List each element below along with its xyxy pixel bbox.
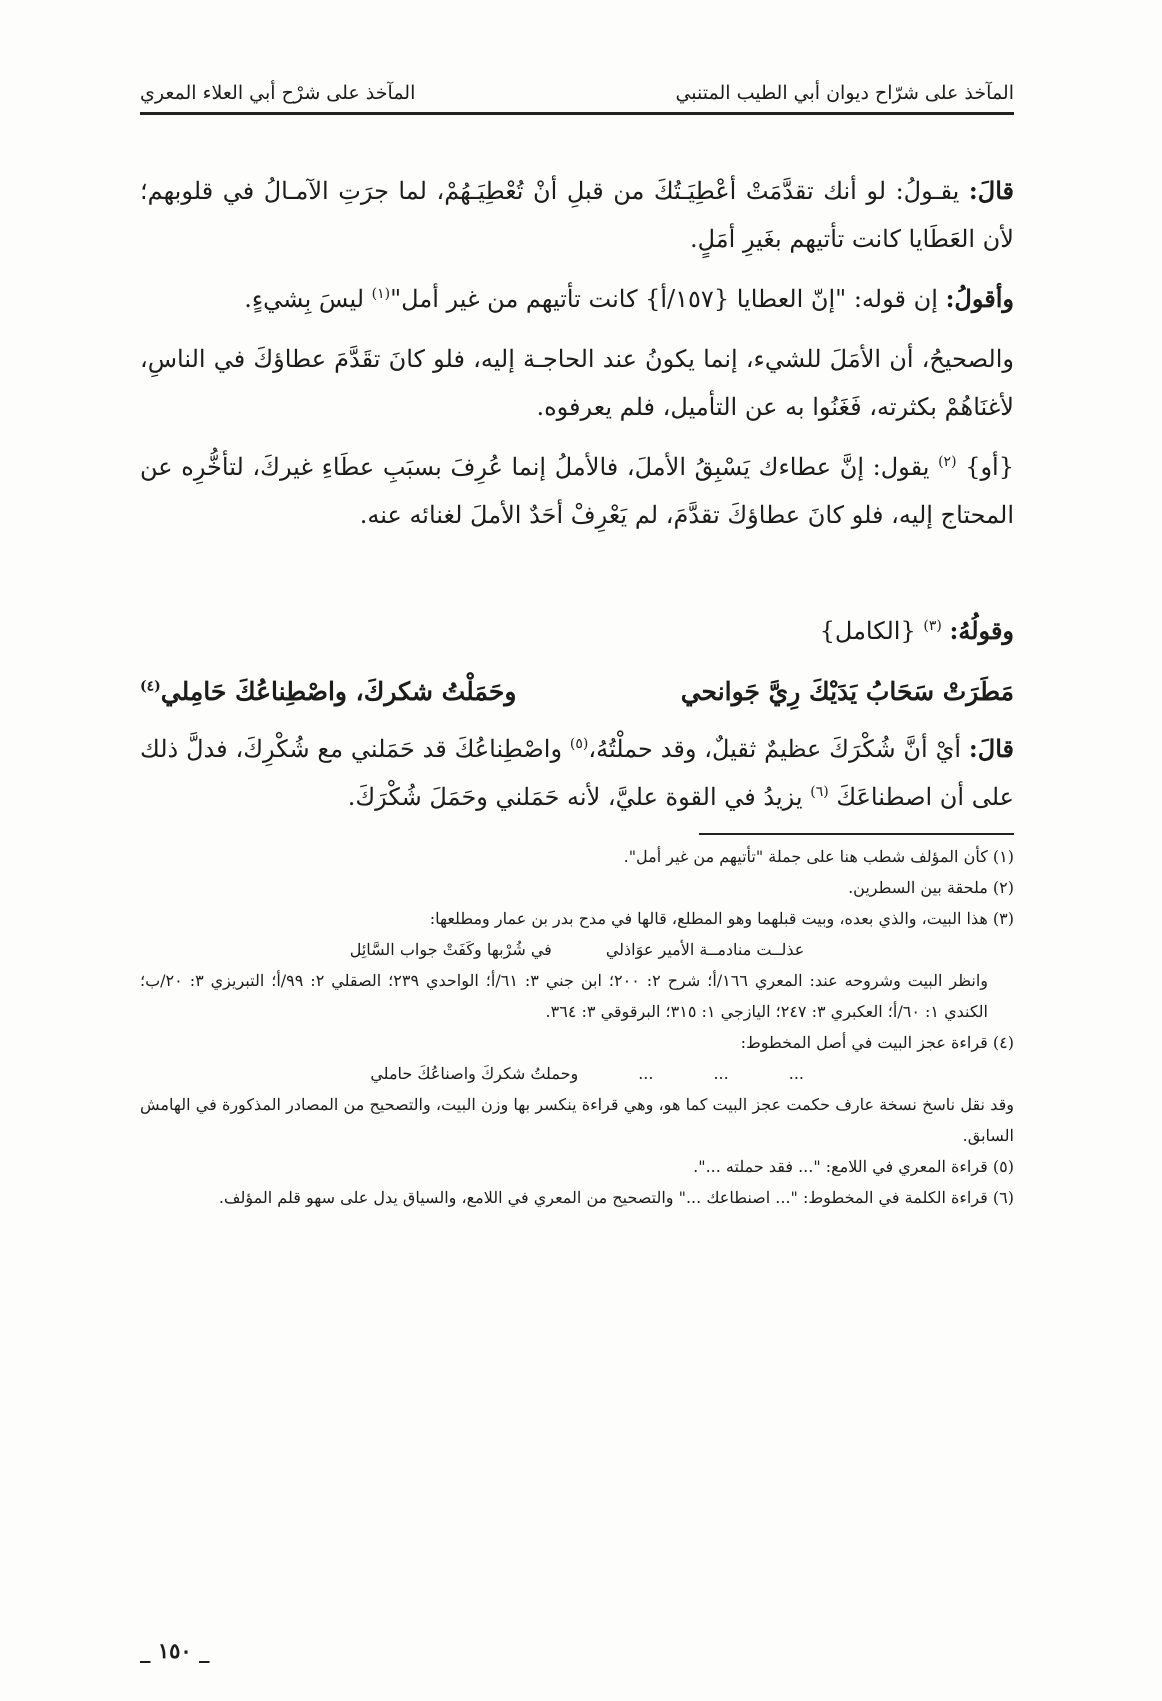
paragraph-text: {أو}: [965, 453, 1014, 481]
paragraph-lead: وقولُهُ:: [949, 616, 1014, 645]
meter-label: {الكامل}: [819, 617, 916, 645]
page-number: _ ١٥٠ _: [140, 1638, 210, 1663]
paragraph-text: يقول: إنَّ عطاءك يَسْبِقُ الأملَ، فالأملُ إنما عُرِفَ بسبَبِ عطَاءِ غيركَ، لتأخُّرِه عن المحتاج إليه، فلو كانَ عطاؤكَ تقدَّمَ، لم يَعْرِفْ أحَدٌ الأملَ لغنائه عنه.: [140, 453, 1014, 529]
footnotes: [140, 841, 1014, 1213]
section-gap: [140, 551, 1014, 607]
verse-first-hemistich: مَطَرَتْ سَحَابُ يَدَيْكَ رِيَّ جَوانحي: [680, 677, 1014, 706]
paragraph-text: واصْطِناعُكَ قد حَمَلني مع شُكْرِكَ، فدلَّ ذلك على أن اصطناعَكَ: [140, 735, 1014, 811]
verse-intro: [140, 607, 1014, 655]
footnote-verse-second: في شُرْبها وكَفَتْ جواب السَّائِل: [349, 940, 552, 959]
footnote-2: (٢) ملحقة بين السطرين.: [848, 878, 1014, 897]
ellipsis: ...: [638, 1064, 654, 1083]
footnote-3: (٣) هذا البيت، والذي بعده، وبيت قبلهما وهو المطلع، قالها في مدح بدر بن عمار ومطلعها:: [429, 909, 1014, 928]
paragraph-lead: قالَ:: [968, 176, 1014, 205]
header-section-title: المآخذ على شرْح أبي العلاء المعري: [140, 82, 416, 104]
footnote-3-verse: [140, 934, 1014, 965]
footnote-ref: (٢): [938, 454, 957, 470]
paragraph-text: أيْ أنَّ شُكْرَكَ عظيمٌ ثقيلٌ، وقد حملْتُهُ،: [588, 735, 962, 763]
footnote-verse-second: وحملتُ شكركَ واصناعُكَ حاملي: [370, 1064, 579, 1083]
footnote-ref: (٤): [140, 678, 161, 695]
footnote-ref: (١): [371, 286, 391, 302]
paragraph-lead: وأقولُ:: [945, 284, 1014, 313]
footnote-3-sources: وانظر البيت وشروحه عند: المعري ١٦٦/أ؛ شرح ٢: ٢٠٠؛ ابن جني ٣: ٦١/أ؛ الواحدي ٢٣٩؛ الصقلي ٢: ٩٩/أ؛ التبريزي ٣: ٢٠/ب؛ الكندي ١: ٦٠/أ؛ العكبري ٣: ٢٤٧؛ اليازجي ١: ٣١٥؛ البرقوقي ٣: ٣٦٤.: [140, 971, 988, 1021]
footnote-verse-first: عذلــت منادمــة الأمير عوَاذلي: [605, 940, 805, 959]
footnote-6: (٦) قراءة الكلمة في المخطوط: "... اصنطاعك ..." والتصحيح من المعري في اللامع، والسياق يدل على سهو قلم المؤلف.: [218, 1188, 1014, 1207]
footnote-5: (٥) قراءة المعري في اللامع: "... فقد حملته ...".: [693, 1157, 1014, 1176]
paragraph-2: [140, 275, 1014, 323]
paragraph-text: والصحيحُ، أن الأمَلَ للشيء، إنما يكونُ عند الحاجـة إليه، فلو كانَ تقَدَّمَ عطاؤكَ في الناسِ، لأغنَاهُمْ بكثرته، فَغَنُوا به عن التأميل، فلم يعرفوه.: [140, 345, 1014, 421]
footnote-ref: (٦): [810, 784, 829, 800]
paragraph-text: يقـولُ: لو أنك تقدَّمَتْ أعْطِيَـتُكَ من قبلِ أنْ تُعْطِيَـهُمْ، لما جرَتِ الآمـالُ في قلوبهم؛ لأن العَطَايا كانت تأتيهم بغَيرِ أمَلٍ.: [140, 177, 1014, 253]
footnote-4: (٤) قراءة عجز البيت في أصل المخطوط:: [740, 1033, 1014, 1052]
footnote-separator: [699, 833, 1014, 835]
footnote-ref: (٣): [923, 618, 942, 634]
paragraph-lead: قالَ:: [968, 734, 1014, 763]
paragraph-1: [140, 167, 1014, 263]
ellipsis: ...: [788, 1064, 804, 1083]
main-text: [140, 167, 1014, 821]
poem-verse: [140, 667, 1014, 717]
paragraph-3: [140, 335, 1014, 431]
footnote-4-verse: [140, 1058, 1014, 1089]
paragraph-4: [140, 443, 1014, 539]
header-book-title: المآخذ على شرّاح ديوان أبي الطيب المتنبي: [675, 82, 1014, 104]
paragraph-text: يزيدُ في القوة عليَّ، لأنه حَمَلني وحَمَلَ شُكْرَكَ.: [347, 783, 803, 811]
verse-second-hemistich: وحَمَلْتُ شكركَ، واصْطِناعُكَ حَامِلي: [160, 677, 517, 706]
footnote-ref: (٥): [569, 736, 589, 752]
running-header: [140, 82, 1014, 115]
paragraph-text: إن قوله: "إنّ العطايا {١٥٧/أ} كانت تأتيهم من غير أمل": [390, 285, 938, 313]
paragraph-6: [140, 725, 1014, 821]
page: [140, 82, 1014, 1701]
footnote-1: (١) كأن المؤلف شطب هنا على جملة "تأتيهم من غير أمل".: [623, 847, 1014, 866]
verse-second-hemistich-wrap: [140, 667, 516, 717]
ellipsis: ...: [713, 1064, 729, 1083]
footnote-4-note: وقد نقل ناسخ نسخة عارف حكمت عجز البيت كما هو، وهي قراءة ينكسر بها وزن البيت، والتصحيح من المصادر المذكورة في الهامش السابق.: [140, 1095, 1014, 1145]
paragraph-text: ليسَ بِشيءٍ.: [244, 285, 365, 313]
